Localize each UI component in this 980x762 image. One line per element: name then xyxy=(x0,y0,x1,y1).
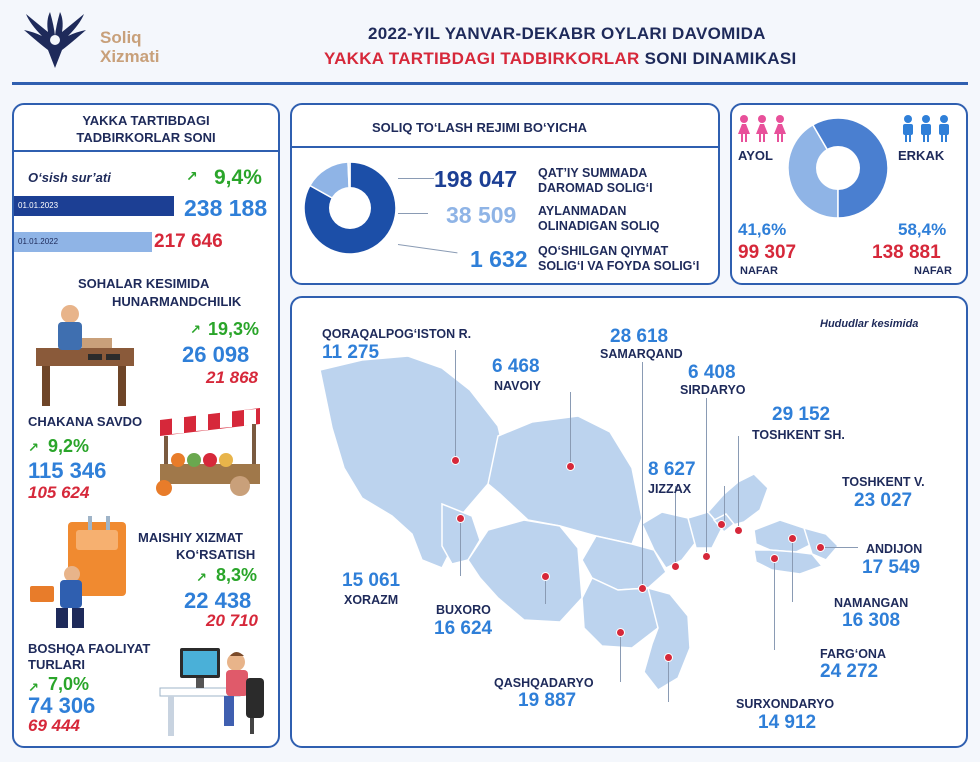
pin-toshkent-v xyxy=(717,520,726,529)
pin-fargona xyxy=(770,554,779,563)
region-value-surxondaryo: 14 912 xyxy=(758,712,817,733)
growth-label: O‘sish sur’ati xyxy=(28,170,111,185)
sector-growth-4: 7,0% xyxy=(48,674,90,694)
region-value-buxoro: 16 624 xyxy=(434,618,493,639)
sector-growth-1: 19,3% xyxy=(208,319,260,339)
title-rest-part: SONI DINAMIKASI xyxy=(644,49,797,68)
region-name-sirdaryo: SIRDARYO xyxy=(680,383,746,397)
leader-qoraqalpogiston xyxy=(455,350,456,458)
title-red-part: YAKKA TARTIBDAGI TADBIRKORLAR xyxy=(324,49,640,68)
growth-value: 9,4% xyxy=(214,166,262,189)
map-subtitle: Hududlar kesimida xyxy=(820,318,919,330)
tax-label-3a: QO‘SHILGAN QIYMAT xyxy=(538,244,669,258)
pin-qashqadaryo xyxy=(616,628,625,637)
leader-samarqand xyxy=(642,362,643,586)
tax-label-1a: QAT’IY SUMMADA xyxy=(538,166,648,180)
leader-toshkent-sh xyxy=(738,436,739,528)
leader-fargona xyxy=(774,558,775,650)
region-value-navoiy: 6 468 xyxy=(492,356,540,377)
region-name-jizzax: JIZZAX xyxy=(648,482,692,496)
region-name-qashqadaryo: QASHQADARYO xyxy=(494,676,594,690)
tax-donut-chart xyxy=(302,160,398,256)
logo-text-1: Soliq xyxy=(100,28,142,47)
sector-current-2: 115 346 xyxy=(28,458,107,483)
region-name-buxoro: BUXORO xyxy=(436,603,491,617)
title-line-1: 2022-YIL YANVAR-DEKABR OYLARI DAVOMIDA xyxy=(368,24,766,43)
region-name-toshkent-sh: TOSHKENT SH. xyxy=(752,428,845,442)
leader-surxondaryo xyxy=(668,660,669,702)
bar-2022-value: 217 646 xyxy=(154,231,223,252)
female-count: 99 307 xyxy=(738,242,797,263)
left-panel-title: YAKKA TARTIBDAGI TADBIRKORLAR SONI xyxy=(76,113,216,145)
female-people-icon xyxy=(736,114,788,144)
tax-panel-title: SOLIQ TO‘LASH REJIMI BO‘YICHA xyxy=(372,120,588,135)
map-region-fargona xyxy=(754,550,822,574)
male-unit: NAFAR xyxy=(914,265,952,277)
leader-jizzax xyxy=(675,486,676,564)
region-name-andijon: ANDIJON xyxy=(866,542,923,556)
logo-text-2: Xizmati xyxy=(100,47,160,66)
region-value-samarqand: 28 618 xyxy=(610,326,669,347)
eagle-logo-icon xyxy=(20,10,90,72)
region-value-toshkent-v: 23 027 xyxy=(854,490,913,511)
tax-label-2b: OLINADIGAN SOLIQ xyxy=(538,219,660,233)
female-unit: NAFAR xyxy=(740,265,778,277)
male-pct: 58,4% xyxy=(898,220,947,239)
sector-name-4-line2: TURLARI xyxy=(28,657,86,672)
region-name-navoiy: NAVOIY xyxy=(494,379,541,393)
pin-surxondaryo xyxy=(664,653,673,662)
header xyxy=(0,0,980,90)
office-worker-illustration-icon xyxy=(150,628,270,740)
sector-current-3: 22 438 xyxy=(184,588,252,613)
region-value-toshkent-sh: 29 152 xyxy=(772,404,831,425)
region-name-samarqand: SAMARQAND xyxy=(600,347,683,361)
leader-qashqadaryo xyxy=(620,634,621,682)
sector-previous-4: 69 444 xyxy=(28,716,80,735)
pin-qoraqalpogiston xyxy=(451,456,460,465)
leader-namangan xyxy=(792,538,793,602)
region-value-namangan: 16 308 xyxy=(842,610,901,631)
title-line-2 xyxy=(324,49,797,69)
region-name-xorazm: XORAZM xyxy=(344,593,399,607)
sector-name-3-line2: KO‘RSATISH xyxy=(176,547,256,562)
sector-growth-3: 8,3% xyxy=(216,565,258,585)
region-value-qoraqalpogiston: 11 275 xyxy=(322,342,380,363)
female-label: AYOL xyxy=(738,148,773,163)
sector-current-1: 26 098 xyxy=(182,342,250,367)
tax-value-2: 38 509 xyxy=(446,202,517,228)
region-value-jizzax: 8 627 xyxy=(648,459,696,480)
sector-name-3-line1: MAISHIY XIZMAT xyxy=(138,530,243,545)
sectors-title: SOHALAR KESIMIDA xyxy=(78,276,210,291)
sector-previous-1: 21 868 xyxy=(206,368,258,387)
male-people-icon xyxy=(900,114,952,144)
bar-2022-date: 01.01.2022 xyxy=(18,237,59,246)
pin-andijon xyxy=(816,543,825,552)
region-value-xorazm: 15 061 xyxy=(342,570,401,591)
left-title-divider xyxy=(14,150,278,152)
pin-samarqand xyxy=(638,584,647,593)
male-count: 138 881 xyxy=(872,242,941,263)
tax-label-1b: DAROMAD SOLIG‘I xyxy=(538,181,653,195)
male-label: ERKAK xyxy=(898,148,945,163)
sector-name-2: CHAKANA SAVDO xyxy=(28,414,143,429)
tax-value-1: 198 047 xyxy=(434,166,518,192)
leader-sirdaryo xyxy=(706,398,707,554)
header-divider xyxy=(12,82,968,85)
sector-current-4: 74 306 xyxy=(28,693,96,718)
map-region-namangan xyxy=(754,520,812,552)
leader-buxoro xyxy=(545,578,546,604)
female-pct: 41,6% xyxy=(738,220,787,239)
region-name-namangan: NAMANGAN xyxy=(834,596,909,610)
sector-previous-2: 105 624 xyxy=(28,483,90,502)
region-name-qoraqalpogiston: QORAQALPOG‘ISTON R. xyxy=(322,327,472,341)
craftsman-illustration-icon xyxy=(28,300,138,408)
tax-leader-1 xyxy=(398,178,434,179)
pin-xorazm xyxy=(456,514,465,523)
bar-2023-value: 238 188 xyxy=(184,195,268,221)
tax-leader-2 xyxy=(398,213,428,214)
pin-buxoro xyxy=(541,572,550,581)
region-name-surxondaryo: SURXONDARYO xyxy=(736,697,835,711)
tax-label-2a: AYLANMADAN xyxy=(538,204,627,218)
gender-donut-chart xyxy=(786,116,890,220)
plumber-illustration-icon xyxy=(28,516,128,632)
sector-1-arrow-icon: ↗ xyxy=(190,322,201,337)
market-stall-illustration-icon xyxy=(150,390,270,502)
region-value-fargona: 24 272 xyxy=(820,661,879,682)
tax-label-3b: SOLIG‘I VA FOYDA SOLIG‘I xyxy=(538,259,700,273)
leader-andijon xyxy=(822,547,858,548)
pin-jizzax xyxy=(671,562,680,571)
region-value-andijon: 17 549 xyxy=(862,557,921,578)
pin-sirdaryo xyxy=(702,552,711,561)
pin-toshkent-sh xyxy=(734,526,743,535)
region-name-toshkent-v: TOSHKENT V. xyxy=(842,475,925,489)
sector-2-arrow-icon: ↗ xyxy=(28,440,39,455)
pin-navoiy xyxy=(566,462,575,471)
pin-namangan xyxy=(788,534,797,543)
region-name-fargona: FARG‘ONA xyxy=(820,647,886,661)
tax-value-3: 1 632 xyxy=(470,246,528,272)
sector-previous-3: 20 710 xyxy=(206,611,258,630)
sector-name-4-line1: BOSHQA FAOLIYAT xyxy=(28,641,151,656)
region-value-qashqadaryo: 19 887 xyxy=(518,690,577,711)
sector-4-arrow-icon: ↗ xyxy=(28,680,39,695)
leader-xorazm xyxy=(460,518,461,576)
sector-3-arrow-icon: ↗ xyxy=(196,570,207,585)
sector-growth-2: 9,2% xyxy=(48,436,90,456)
tax-title-divider xyxy=(292,146,718,148)
leader-navoiy xyxy=(570,392,571,464)
growth-arrow-icon: ↗ xyxy=(186,168,198,184)
sector-name-1: HUNARMANDCHILIK xyxy=(112,294,242,309)
bar-2023-date: 01.01.2023 xyxy=(18,201,59,210)
region-value-sirdaryo: 6 408 xyxy=(688,362,736,383)
